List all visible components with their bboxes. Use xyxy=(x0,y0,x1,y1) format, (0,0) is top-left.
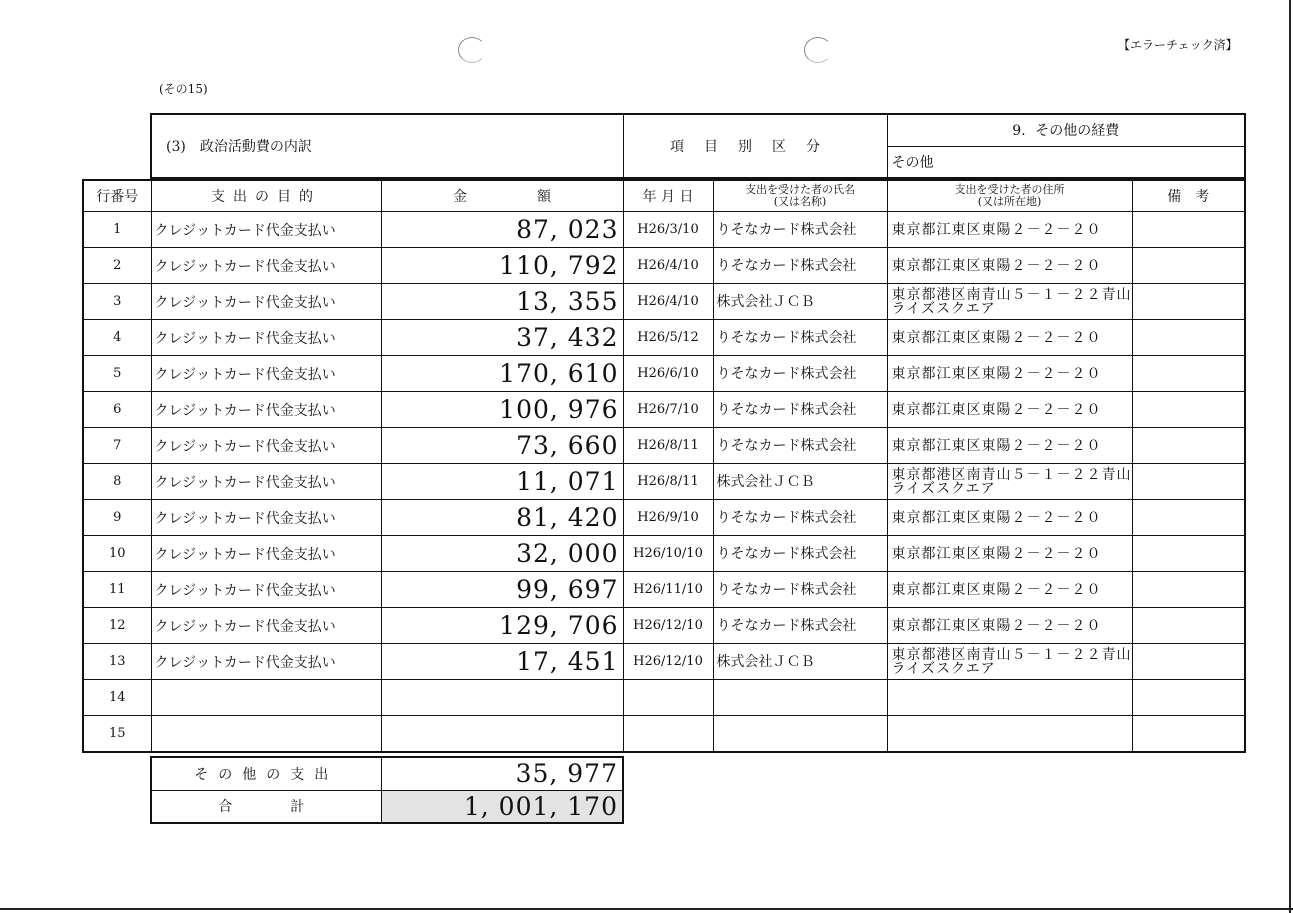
payee-cell: 株式会社ＪＣＢ xyxy=(713,644,887,680)
amount-cell xyxy=(381,680,623,716)
amount-cell: 73, 660 xyxy=(381,428,623,464)
amount-cell: 17, 451 xyxy=(381,644,623,680)
table-row xyxy=(83,320,1245,356)
remarks-cell xyxy=(1132,428,1245,464)
header-table xyxy=(150,113,1246,179)
date-cell xyxy=(623,680,713,716)
date-cell: H26/6/10 xyxy=(623,356,713,392)
table-row xyxy=(83,284,1245,320)
address-cell: 東京都江東区東陽２－２－２０ xyxy=(887,320,1132,356)
totals-table xyxy=(150,756,624,824)
purpose-cell: クレジットカード代金支払い xyxy=(151,428,381,464)
payee-cell: りそなカード株式会社 xyxy=(713,500,887,536)
date-cell: H26/8/11 xyxy=(623,464,713,500)
remarks-cell xyxy=(1132,644,1245,680)
remarks-cell xyxy=(1132,248,1245,284)
remarks-cell xyxy=(1132,464,1245,500)
purpose-cell: クレジットカード代金支払い xyxy=(151,212,381,248)
col-head-purpose xyxy=(151,180,381,212)
amount-cell: 37, 432 xyxy=(381,320,623,356)
payee-cell: 株式会社ＪＣＢ xyxy=(713,464,887,500)
address-cell: 東京都江東区東陽２－２－２０ xyxy=(887,356,1132,392)
col-head-payee-line1: 支出を受けた者の氏名 xyxy=(745,183,855,196)
address-cell: 東京都江東区東陽２－２－２０ xyxy=(887,536,1132,572)
table-row xyxy=(83,500,1245,536)
address-cell: 東京都江東区東陽２－２－２０ xyxy=(887,248,1132,284)
payee-cell: りそなカード株式会社 xyxy=(713,572,887,608)
remarks-cell xyxy=(1132,716,1245,752)
date-cell: H26/10/10 xyxy=(623,536,713,572)
date-cell xyxy=(623,716,713,752)
date-cell: H26/9/10 xyxy=(623,500,713,536)
purpose-cell: クレジットカード代金支払い xyxy=(151,608,381,644)
row-number: 14 xyxy=(83,680,151,716)
expense-table xyxy=(82,179,1246,753)
punch-hole-mark xyxy=(458,37,486,63)
other-expense-label: その他の支出 xyxy=(151,757,381,790)
remarks-cell xyxy=(1132,320,1245,356)
row-number: 3 xyxy=(83,284,151,320)
address-cell: 東京都江東区東陽２－２－２０ xyxy=(887,608,1132,644)
address-cell: 東京都江東区東陽２－２－２０ xyxy=(887,428,1132,464)
amount-cell: 11, 071 xyxy=(381,464,623,500)
address-cell: 東京都港区南青山５－１－２２青山ライズスクエア xyxy=(887,644,1132,680)
purpose-cell: クレジットカード代金支払い xyxy=(151,500,381,536)
amount-cell xyxy=(381,716,623,752)
address-cell xyxy=(887,680,1132,716)
other-expense-amount: 35, 977 xyxy=(381,757,623,790)
row-number: 10 xyxy=(83,536,151,572)
purpose-cell: クレジットカード代金支払い xyxy=(151,356,381,392)
amount-cell: 99, 697 xyxy=(381,572,623,608)
date-cell: H26/7/10 xyxy=(623,392,713,428)
payee-cell: りそなカード株式会社 xyxy=(713,320,887,356)
amount-cell: 100, 976 xyxy=(381,392,623,428)
row-number: 2 xyxy=(83,248,151,284)
table-row xyxy=(83,248,1245,284)
remarks-cell xyxy=(1132,536,1245,572)
date-cell: H26/5/12 xyxy=(623,320,713,356)
date-cell: H26/4/10 xyxy=(623,248,713,284)
address-cell: 東京都江東区東陽２－２－２０ xyxy=(887,392,1132,428)
row-number: 7 xyxy=(83,428,151,464)
remarks-cell xyxy=(1132,212,1245,248)
col-head-remarks: 備 考 xyxy=(1132,180,1245,212)
table-row xyxy=(83,212,1245,248)
purpose-cell: クレジットカード代金支払い xyxy=(151,248,381,284)
payee-cell xyxy=(713,680,887,716)
table-row xyxy=(83,644,1245,680)
page-edge-bottom xyxy=(0,908,1293,910)
category-label: 項目別区分 xyxy=(623,114,887,178)
col-head-address xyxy=(887,180,1132,212)
payee-cell: りそなカード株式会社 xyxy=(713,248,887,284)
payee-cell: 株式会社ＪＣＢ xyxy=(713,284,887,320)
remarks-cell xyxy=(1132,608,1245,644)
row-number: 12 xyxy=(83,608,151,644)
purpose-cell: クレジットカード代金支払い xyxy=(151,464,381,500)
table-row xyxy=(83,428,1245,464)
payee-cell: りそなカード株式会社 xyxy=(713,608,887,644)
col-head-address-line1: 支出を受けた者の住所 xyxy=(954,183,1065,196)
punch-hole-mark xyxy=(804,37,832,63)
purpose-cell: クレジットカード代金支払い xyxy=(151,392,381,428)
purpose-cell: クレジットカード代金支払い xyxy=(151,536,381,572)
date-cell: H26/12/10 xyxy=(623,608,713,644)
purpose-cell xyxy=(151,716,381,752)
purpose-cell: クレジットカード代金支払い xyxy=(151,644,381,680)
address-cell xyxy=(887,716,1132,752)
remarks-cell xyxy=(1132,572,1245,608)
date-cell: H26/11/10 xyxy=(623,572,713,608)
payee-cell: りそなカード株式会社 xyxy=(713,356,887,392)
address-cell: 東京都港区南青山５－１－２２青山ライズスクエア xyxy=(887,284,1132,320)
purpose-cell: クレジットカード代金支払い xyxy=(151,572,381,608)
address-cell: 東京都江東区東陽２－２－２０ xyxy=(887,212,1132,248)
purpose-cell: クレジットカード代金支払い xyxy=(151,284,381,320)
table-row xyxy=(83,392,1245,428)
row-number: 9 xyxy=(83,500,151,536)
col-head-payee xyxy=(713,180,887,212)
row-number: 13 xyxy=(83,644,151,680)
table-row xyxy=(83,536,1245,572)
grand-total-label: 合 計 xyxy=(151,790,381,823)
error-check-stamp: 【エラーチェック済】 xyxy=(1118,38,1238,52)
table-row xyxy=(83,680,1245,716)
col-head-purpose-text: 支出の目的 xyxy=(211,189,321,205)
row-number: 6 xyxy=(83,392,151,428)
amount-cell: 170, 610 xyxy=(381,356,623,392)
section-title: (3) 政治活動費の内訳 xyxy=(151,114,623,178)
table-row xyxy=(83,716,1245,752)
table-row xyxy=(83,572,1245,608)
row-number: 4 xyxy=(83,320,151,356)
payee-cell xyxy=(713,716,887,752)
table-row xyxy=(83,356,1245,392)
col-head-row-no: 行番号 xyxy=(83,180,151,212)
address-cell: 東京都港区南青山５－１－２２青山ライズスクエア xyxy=(887,464,1132,500)
grand-total-amount: 1, 001, 170 xyxy=(381,790,623,823)
date-cell: H26/3/10 xyxy=(623,212,713,248)
amount-cell: 87, 023 xyxy=(381,212,623,248)
amount-cell: 110, 792 xyxy=(381,248,623,284)
date-cell: H26/12/10 xyxy=(623,644,713,680)
purpose-cell xyxy=(151,680,381,716)
address-cell: 東京都江東区東陽２－２－２０ xyxy=(887,572,1132,608)
remarks-cell xyxy=(1132,392,1245,428)
amount-cell: 13, 355 xyxy=(381,284,623,320)
sheet-number: (その15) xyxy=(159,82,208,96)
row-number: 15 xyxy=(83,716,151,752)
address-cell: 東京都江東区東陽２－２－２０ xyxy=(887,500,1132,536)
table-row xyxy=(83,464,1245,500)
payee-cell: りそなカード株式会社 xyxy=(713,212,887,248)
purpose-cell: クレジットカード代金支払い xyxy=(151,320,381,356)
amount-cell: 81, 420 xyxy=(381,500,623,536)
payee-cell: りそなカード株式会社 xyxy=(713,536,887,572)
page-edge-right xyxy=(1289,0,1291,913)
amount-cell: 129, 706 xyxy=(381,608,623,644)
row-number: 5 xyxy=(83,356,151,392)
category-value: 9．その他の経費 xyxy=(887,114,1245,146)
table-row xyxy=(83,608,1245,644)
row-number: 1 xyxy=(83,212,151,248)
subcategory-value: その他 xyxy=(887,146,1245,178)
date-cell: H26/8/11 xyxy=(623,428,713,464)
col-head-address-line2: (又は所在地) xyxy=(977,195,1042,208)
remarks-cell xyxy=(1132,680,1245,716)
remarks-cell xyxy=(1132,500,1245,536)
date-cell: H26/4/10 xyxy=(623,284,713,320)
row-number: 8 xyxy=(83,464,151,500)
remarks-cell xyxy=(1132,356,1245,392)
col-head-payee-line2: (又は名称) xyxy=(773,195,827,208)
remarks-cell xyxy=(1132,284,1245,320)
row-number: 11 xyxy=(83,572,151,608)
col-head-date: 年 月 日 xyxy=(623,180,713,212)
amount-cell: 32, 000 xyxy=(381,536,623,572)
payee-cell: りそなカード株式会社 xyxy=(713,428,887,464)
payee-cell: りそなカード株式会社 xyxy=(713,392,887,428)
col-head-amount: 金 額 xyxy=(381,180,623,212)
